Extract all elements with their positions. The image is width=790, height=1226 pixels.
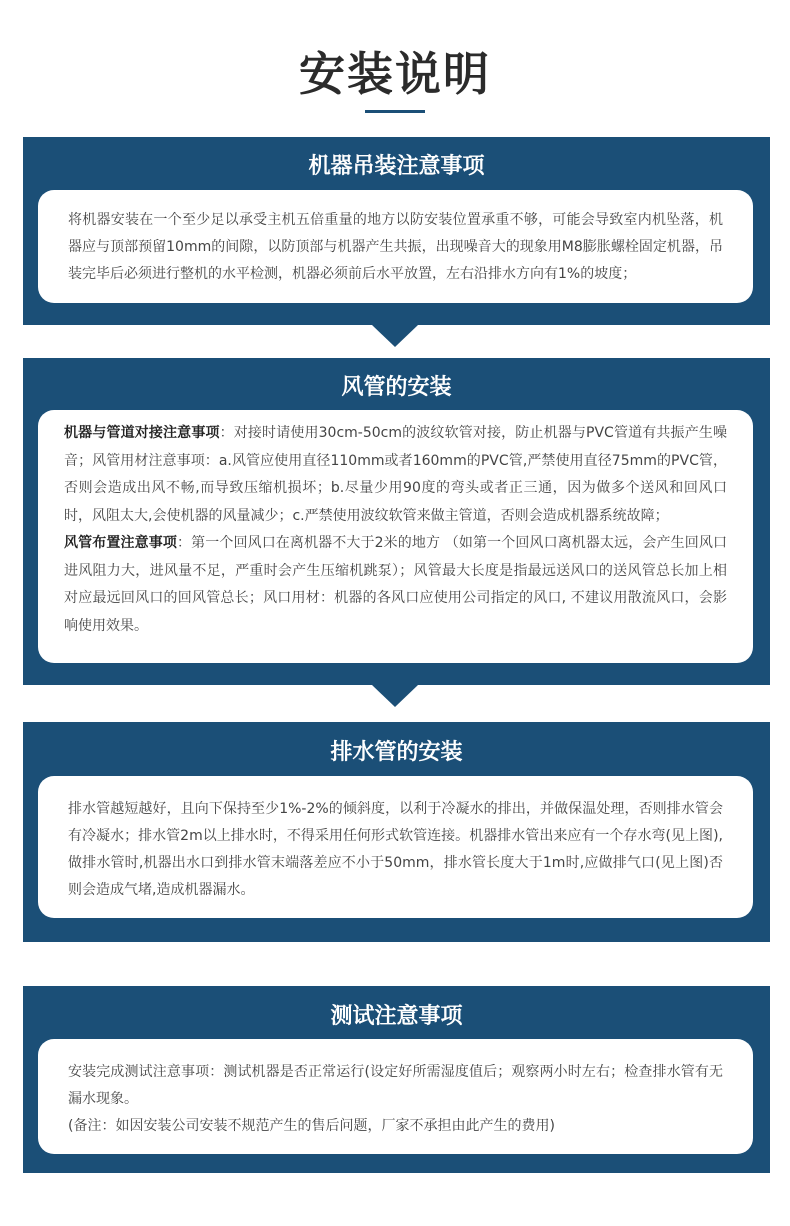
section-title: 排水管的安装	[330, 739, 463, 765]
section-title: 机器吊装注意事项	[308, 153, 485, 179]
section-paragraph	[68, 1059, 723, 1113]
section-paragraph	[64, 420, 727, 530]
section-testing	[23, 986, 770, 1173]
paragraph-lead: 机器与管道对接注意事项	[64, 425, 220, 441]
page-title: 安装说明	[299, 47, 491, 101]
paragraph-lead: 风管布置注意事项	[64, 535, 177, 551]
section-paragraph	[64, 530, 727, 640]
paragraph-text: ：第一个回风口在离机器不大于2米的地方 （如第一个回风口离机器太远，会产生回风口进风阻力大，进风量不足，严重时会产生压缩机跳泵）；风管最大长度是指最远送风口的送风管总长加上相对应最远回风口的回风管总长；风口用材：机器的各风口应使用公司指定的风口, 不建议用散流风口，会影响使用效果。	[64, 535, 728, 634]
section-title: 测试注意事项	[330, 1003, 463, 1029]
title-underline	[365, 110, 425, 113]
down-arrow-icon	[372, 325, 418, 347]
paragraph-text: 安装完成测试注意事项：测试机器是否正常运行(设定好所需湿度值后；观察两小时左右；检查排水管有无漏水现象。	[68, 1064, 723, 1107]
section-paragraph	[68, 796, 723, 904]
section-hoisting	[23, 137, 770, 325]
section-card	[38, 1039, 753, 1154]
section-paragraph	[68, 1113, 723, 1140]
section-title: 风管的安装	[341, 374, 452, 400]
paragraph-text: 排水管越短越好，且向下保持至少1%-2%的倾斜度，以利于冷凝水的排出，并做保温处理，否则排水管会有冷凝水；排水管2m以上排水时，不得采用任何形式软管连接。机器排水管出来应有一个存水弯(见上图),做排水管时,机器出水口到排水管末端落差应不小于50mm，排水管长度大于1m时,应做排气口(见上图)否则会造成气堵,造成机器漏水。	[68, 801, 723, 898]
down-arrow-icon	[372, 685, 418, 707]
section-drain	[23, 722, 770, 942]
section-paragraph	[68, 207, 723, 288]
section-card	[38, 776, 753, 918]
paragraph-text: ：对接时请使用30cm-50cm的波纹软管对接，防止机器与PVC管道有共振产生噪音；风管用材注意事项：a.风管应使用直径110mm或者160mm的PVC管,严禁使用直径75mm的PVC管，否则会造成出风不畅,而导致压缩机损坏；b.尽量少用90度的弯头或者正三通，因为做多个送风和回风口时，风阻太大,会使机器的风量减少；c.严禁使用波纹软管来做主管道，否则会造成机器系统故障；	[64, 425, 727, 524]
paragraph-text: 将机器安装在一个至少足以承受主机五倍重量的地方以防安装位置承重不够，可能会导致室内机坠落，机器应与顶部预留10mm的间隙，以防顶部与机器产生共振，出现噪音大的现象用M8膨胀螺栓固定机器，吊装完毕后必须进行整机的水平检测，机器必须前后水平放置，左右沿排水方向有1%的坡度；	[68, 212, 723, 282]
section-duct	[23, 358, 770, 685]
paragraph-text: (备注：如因安装公司安装不规范产生的售后问题，厂家不承担由此产生的费用)	[68, 1118, 555, 1134]
section-card	[38, 410, 753, 663]
section-card	[38, 190, 753, 303]
